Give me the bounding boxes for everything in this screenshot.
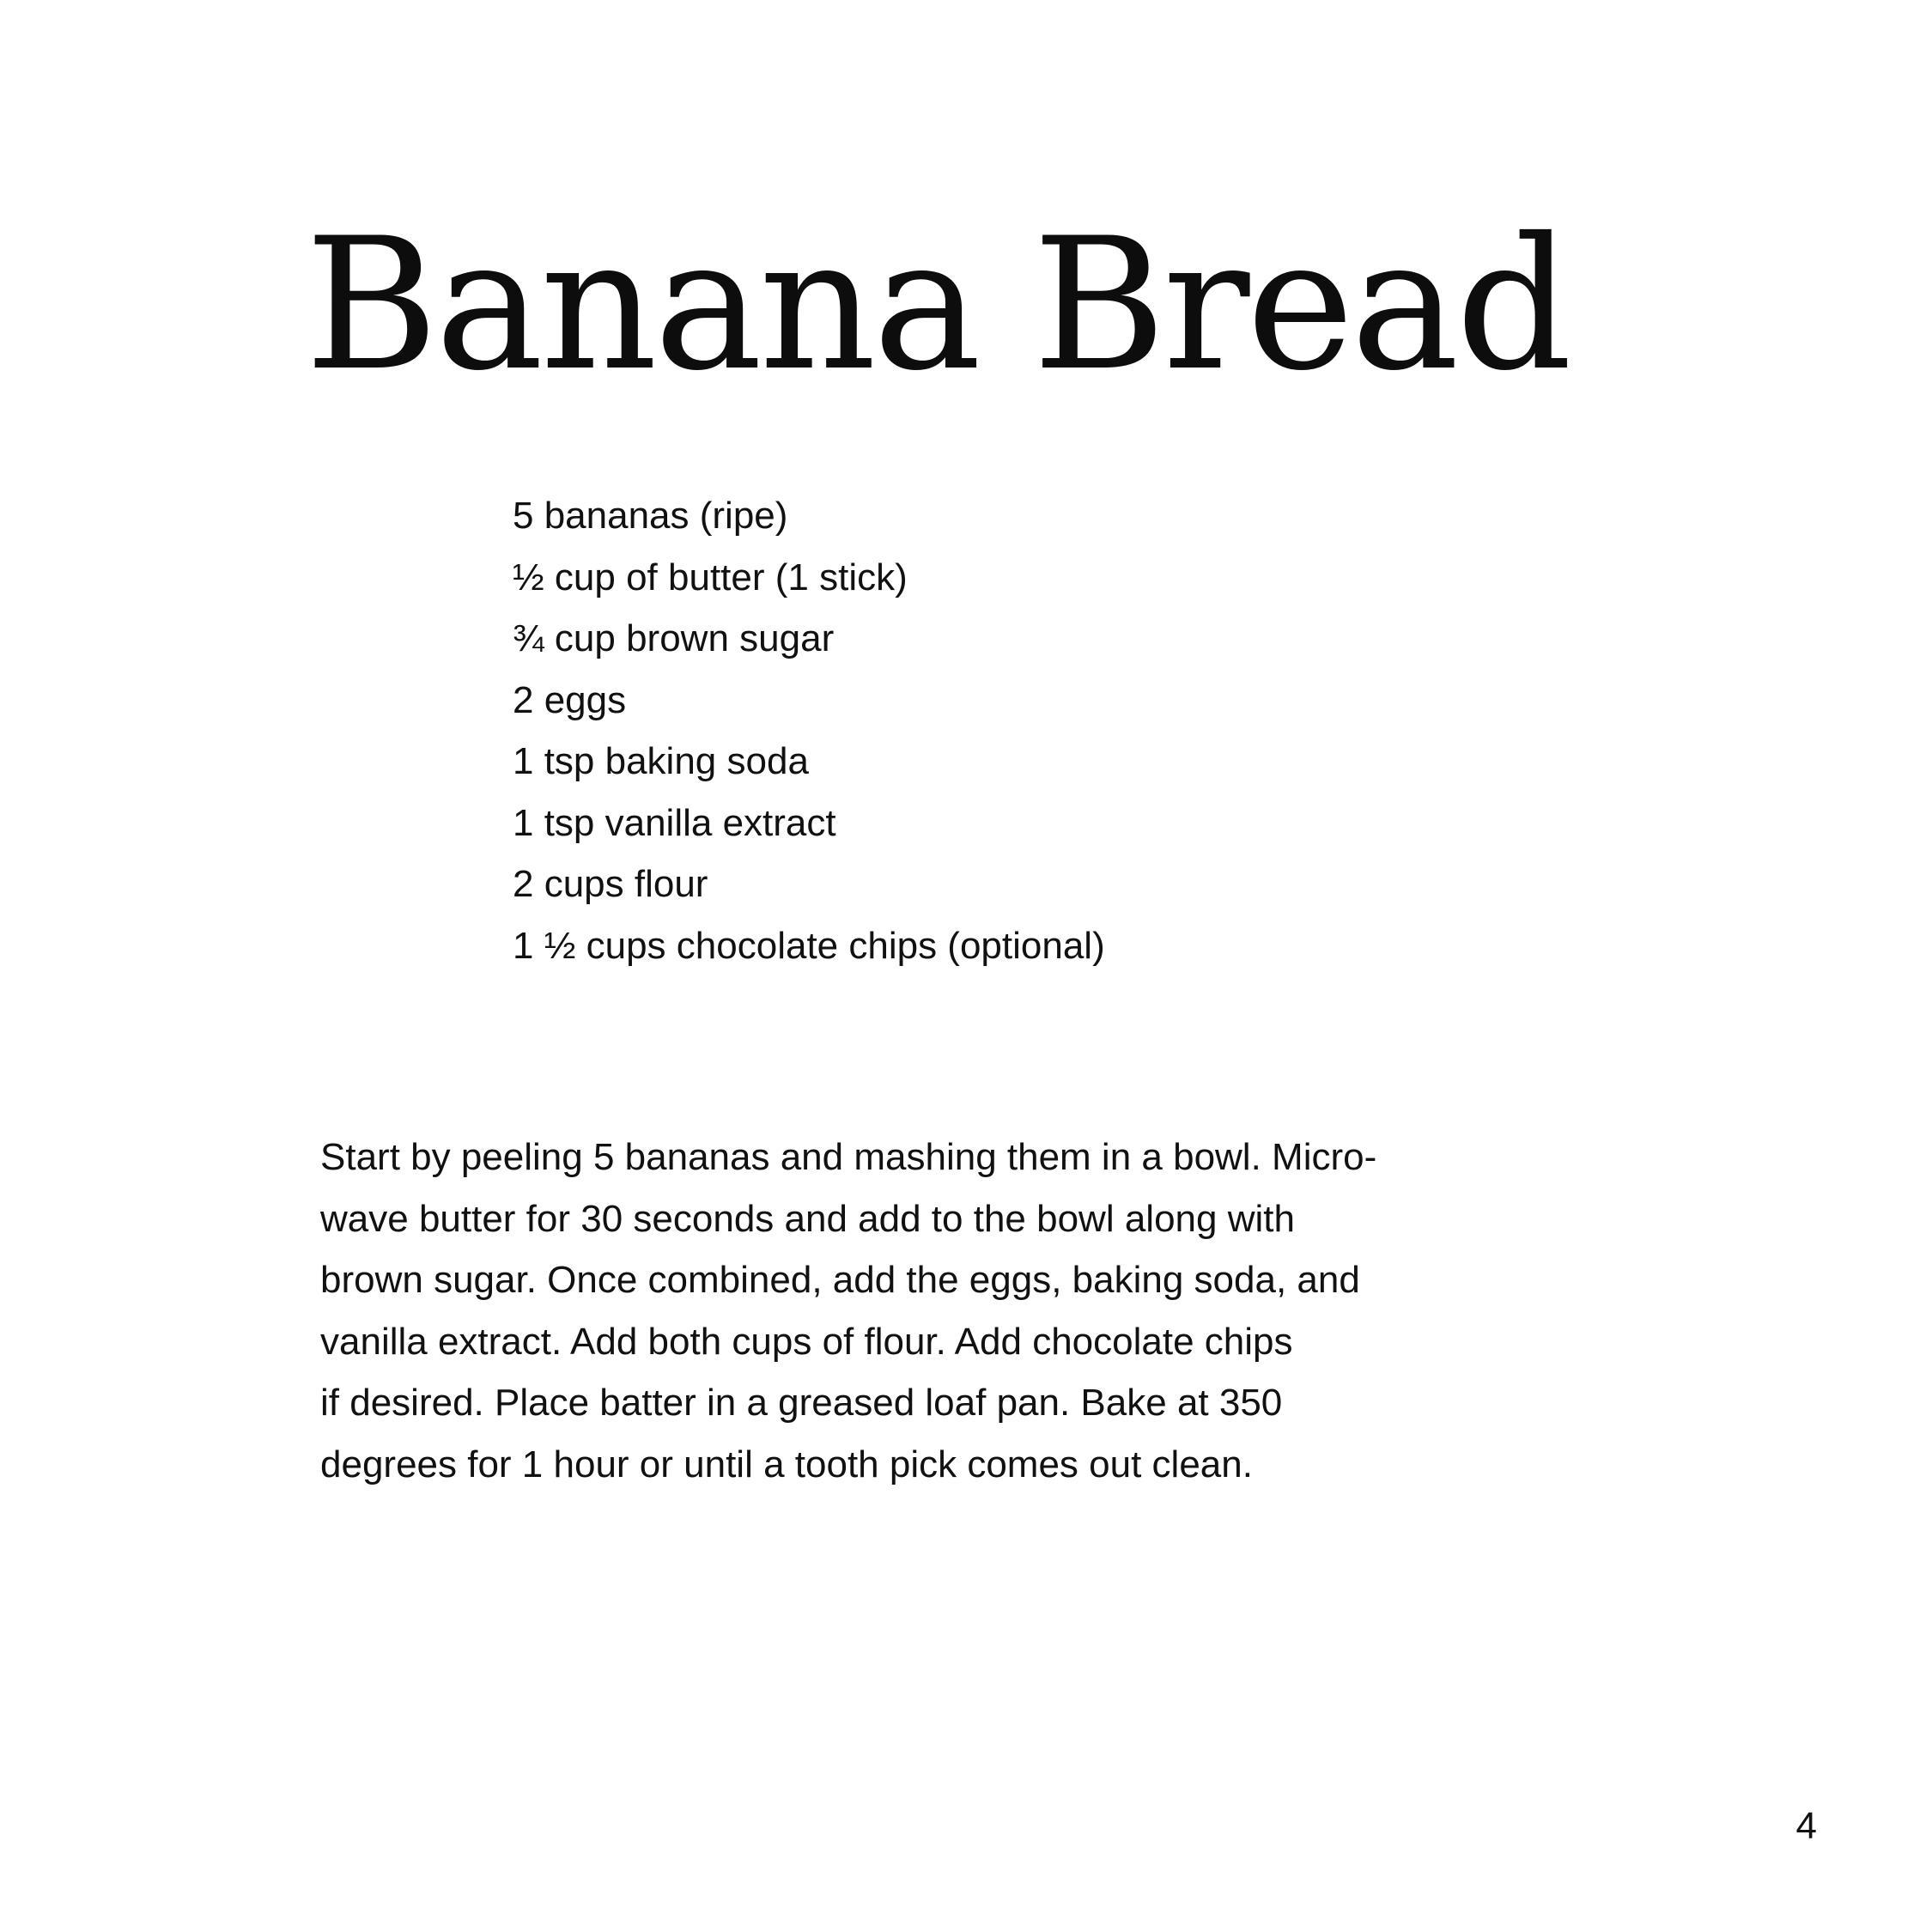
ingredient-item: ½ cup of butter (1 stick) — [513, 556, 908, 598]
recipe-title: Banana Bread — [305, 198, 1570, 410]
page-number: 4 — [1795, 1805, 1817, 1847]
instructions-line: vanilla extract. Add both cups of flour. Add chocolate chips — [320, 1320, 1293, 1363]
instructions-line: wave butter for 30 seconds and add to the bowl along with — [320, 1197, 1295, 1240]
ingredient-item: 1 tsp vanilla extract — [513, 801, 836, 844]
instructions-line: Start by peeling 5 bananas and mashing them in a bowl. Micro- — [320, 1136, 1377, 1178]
ingredient-item: 2 eggs — [513, 678, 627, 721]
ingredient-item: 1 tsp baking soda — [513, 740, 809, 782]
ingredient-item: 1 ½ cups chocolate chips (optional) — [513, 924, 1105, 967]
instructions-line: brown sugar. Once combined, add the eggs, baking soda, and — [320, 1259, 1360, 1301]
ingredient-item: ¾ cup brown sugar — [513, 617, 835, 659]
instructions-paragraph — [320, 1127, 1454, 1495]
ingredient-item: 5 bananas (ripe) — [513, 495, 788, 537]
instructions-line: if desired. Place batter in a greased loaf pan. Bake at 350 — [320, 1382, 1283, 1424]
ingredient-item: 2 cups flour — [513, 863, 708, 905]
ingredients-list — [513, 485, 1105, 976]
instructions-line: degrees for 1 hour or until a tooth pick comes out clean. — [320, 1443, 1253, 1485]
